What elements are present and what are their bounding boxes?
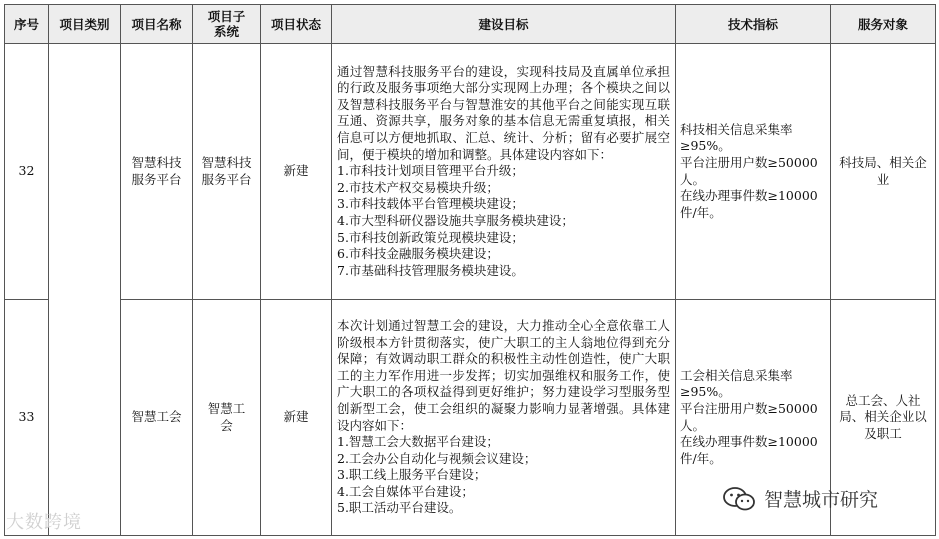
- wechat-icon: [722, 486, 756, 512]
- header-no: 序号: [5, 5, 49, 44]
- cell-target: 总工会、人社局、相关企业以及职工: [831, 300, 936, 536]
- watermark-right-label: 智慧城市研究: [764, 489, 879, 511]
- cell-goal: [332, 300, 676, 536]
- tech-line: 工会相关信息采集率≥95%。: [680, 367, 793, 400]
- header-category: 项目类别: [49, 5, 121, 44]
- cell-name: 智慧科技服务平台: [121, 44, 193, 300]
- cell-tech: [676, 44, 831, 300]
- goal-line: 5.市科技创新政策兑现模块建设；: [337, 229, 524, 245]
- goal-line: 2.工会办公自动化与视频会议建设；: [337, 450, 537, 466]
- goal-line: 4.市大型科研仪器设施共享服务模块建设；: [337, 212, 574, 228]
- goal-line: 1.智慧工会大数据平台建设；: [337, 434, 499, 450]
- table-row: [5, 44, 936, 300]
- cell-subsystem: 智慧工会: [193, 300, 261, 536]
- cell-category: [49, 44, 121, 536]
- cell-status: 新建: [261, 300, 332, 536]
- watermark-left: 大数跨境: [6, 512, 82, 533]
- goal-line: 5.职工活动平台建设。: [337, 500, 462, 516]
- goal-line: 3.市科技载体平台管理模块建设；: [337, 196, 524, 212]
- header-target: 服务对象: [831, 5, 936, 44]
- header-subsystem: 项目子系统: [193, 5, 261, 44]
- goal-line: 6.市科技金融服务模块建设；: [337, 246, 499, 262]
- cell-name: 智慧工会: [121, 300, 193, 536]
- header-tech: 技术指标: [676, 5, 831, 44]
- cell-subsystem: 智慧科技服务平台: [193, 44, 261, 300]
- goal-line: 2.市技术产权交易模块升级；: [337, 179, 499, 195]
- header-goal: 建设目标: [332, 5, 676, 44]
- tech-line: 科技相关信息采集率≥95%。: [680, 121, 793, 154]
- tech-line: 在线办理事件数≥10000件/年。: [680, 434, 818, 466]
- goal-line: 4.工会自媒体平台建设；: [337, 483, 474, 499]
- goal-line: 3.职工线上服务平台建设；: [337, 467, 487, 483]
- goal-line: 本次计划通过智慧工会的建设，大力推动全心全意依靠工人阶级根本方针贯彻落实，使广大职工的主人翁地位得到充分保障；有效调动职工群众的积极性主动性创造性，使广大职工的主力军作用进一步发挥；切实加强维权和服务工作，使广大职工的各项权益得到更好维护；努力建设学习型服务型创新型工会，使工会组织的凝聚力影响力显著增强。具体建设内容如下：: [337, 317, 670, 433]
- table-header-row: [5, 5, 936, 44]
- tech-line: 平台注册用户数≥50000人。: [680, 400, 818, 433]
- project-table: [4, 4, 936, 536]
- cell-no: 32: [5, 44, 49, 300]
- cell-status: 新建: [261, 44, 332, 300]
- cell-target: 科技局、相关企业: [831, 44, 936, 300]
- cell-no: 33: [5, 300, 49, 536]
- header-status: 项目状态: [261, 5, 332, 44]
- tech-line: 在线办理事件数≥10000件/年。: [680, 188, 818, 220]
- goal-line: 1.市科技计划项目管理平台升级；: [337, 163, 524, 179]
- goal-line: 7.市基础科技管理服务模块建设。: [337, 262, 524, 278]
- watermark-right: [722, 485, 878, 512]
- tech-line: 平台注册用户数≥50000人。: [680, 154, 818, 187]
- cell-goal: [332, 44, 676, 300]
- header-name: 项目名称: [121, 5, 193, 44]
- goal-line: 通过智慧科技服务平台的建设，实现科技局及直属单位承担的行政及服务事项绝大部分实现网上办理；各个模块之间以及智慧科技服务平台与智慧淮安的其他平台之间能实现互联互通、资源共享，服务对象的基本信息无需重复填报，相关信息可以方便地抓取、汇总、统计、分析；留有必要扩展空间，便于模块的增加和调整。具体建设内容如下：: [337, 63, 670, 162]
